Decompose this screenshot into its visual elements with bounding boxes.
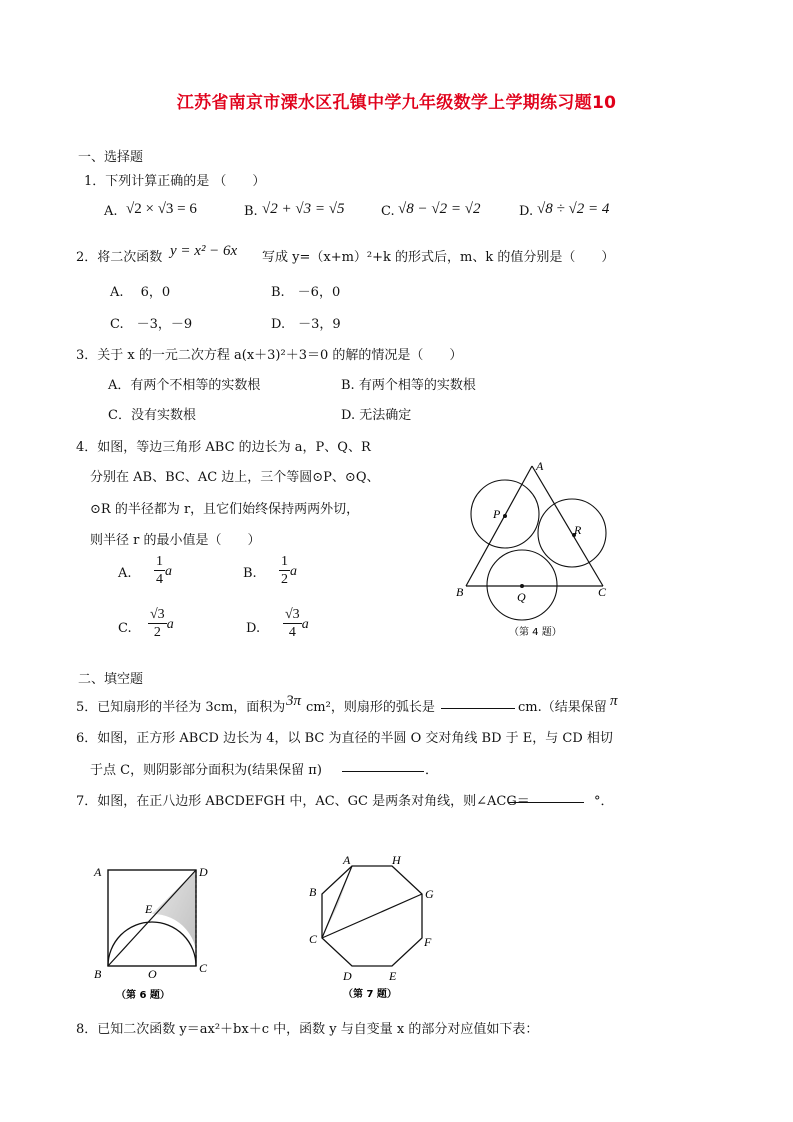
q3-option-c: C．没有实数根 <box>108 408 196 423</box>
label-c: C <box>199 961 208 975</box>
q7-answer-blank <box>508 790 584 803</box>
q1-option-a-label: A. <box>104 204 118 219</box>
label-a: A <box>343 853 351 867</box>
q3-option-a: A．有两个不相等的实数根 <box>108 378 261 393</box>
q1-option-d-label: D. <box>519 204 534 219</box>
label-q: Q <box>517 590 526 604</box>
q4-option-a-value: $\frac{1}{4}$ a <box>156 554 172 587</box>
q2-option-d: D. －3，9 <box>271 317 341 332</box>
label-o: O <box>148 967 157 981</box>
q2-stem-a: 2．将二次函数 <box>76 250 163 265</box>
q4-line-2: 分别在 AB、BC、AC 边上，三个等圆⊙P、⊙Q、 <box>90 470 380 485</box>
shaded-region <box>152 870 197 966</box>
q7-end: °． <box>594 794 614 809</box>
label-h: H <box>392 853 401 867</box>
label-b: B <box>94 967 102 981</box>
q5-area: 3π <box>286 693 302 709</box>
section-choice-heading: 一、选择题 <box>78 150 144 165</box>
label-g: G <box>425 887 434 901</box>
figure-q6 <box>88 858 218 1006</box>
q8-stem: 8．已知二次函数 y＝ax²＋bx＋c 中，函数 y 与自变量 x 的部分对应值如下表： <box>76 1022 539 1037</box>
label-c: C <box>598 585 607 599</box>
label-d: D <box>343 969 352 983</box>
q1-option-c-label: C. <box>381 204 395 219</box>
q1-option-c-expr: √8 − √2 = √2 <box>398 201 481 217</box>
label-a: A <box>536 459 544 473</box>
q1-option-b-expr: √2 + √3 = √5 <box>262 201 345 217</box>
q2-stem-b: 写成 y=（x+m）²+k 的形式后，m、k 的值分别是（ ） <box>262 250 615 265</box>
triangle-abc <box>466 466 603 586</box>
label-e: E <box>145 902 153 916</box>
figure-q4 <box>450 455 630 645</box>
q4-option-d-fraction: $\frac{√3}{4}$ <box>285 607 300 640</box>
label-b: B <box>456 585 464 599</box>
label-f: F <box>424 935 432 949</box>
q4-line-3: ⊙R 的半径都为 r，且它们始终保持两两外切， <box>90 502 360 517</box>
label-c: C <box>309 932 318 946</box>
q6-answer-blank <box>342 759 424 772</box>
q2-function: y = x² − 6x <box>170 243 238 259</box>
q1-option-a-expr <box>126 201 197 218</box>
q5-stem-c: cm.（结果保留 <box>518 700 607 715</box>
semicircle-o <box>108 922 196 966</box>
q4-option-c-label: C. <box>118 621 132 636</box>
q3-option-b: B. 有两个相等的实数根 <box>341 378 476 393</box>
q4-option-c-value: $\frac{√3}{2}$ a <box>150 607 174 640</box>
q2-option-c: C. －3，－9 <box>110 317 193 332</box>
q2-option-b: B. －6，0 <box>271 285 341 300</box>
q1-option-b-label: B. <box>244 204 258 219</box>
figure-q4-caption: （第 4 题） <box>509 627 562 638</box>
label-p: P <box>493 507 501 521</box>
q7-stem: 7．如图，在正八边形 ABCDEFGH 中，AC、GC 是两条对角线，则∠ACG＝ <box>76 794 530 809</box>
q4-option-c-fraction: $\frac{√3}{2}$ <box>150 607 165 640</box>
q5-stem-a: 5．已知扇形的半径为 3cm，面积为 <box>76 700 286 715</box>
q1-option-d-expr: √8 ÷ √2 = 4 <box>537 201 610 217</box>
q1-stem: 1．下列计算正确的是 （ ） <box>84 174 266 189</box>
q3-stem: 3．关于 x 的一元二次方程 a(x＋3)²＋3＝0 的解的情况是（ ） <box>76 348 463 363</box>
q4-option-b-label: B. <box>243 566 257 581</box>
point-q <box>520 584 524 588</box>
q4-option-a-label: A. <box>118 566 132 581</box>
figure-q7-caption: （第 7 题） <box>343 989 397 1000</box>
section-fill-heading: 二、填空题 <box>78 672 144 687</box>
figure-q6-caption: （第 6 题） <box>116 990 170 1001</box>
q4-option-b-fraction: $\frac{1}{2}$ <box>281 554 288 587</box>
q5-answer-blank <box>441 696 515 709</box>
q4-option-d-label: D. <box>246 621 261 636</box>
figure-q7 <box>300 850 440 1004</box>
q6-end: ． <box>425 763 439 778</box>
point-p <box>503 514 507 518</box>
label-r: R <box>574 523 582 537</box>
q3-option-d: D. 无法确定 <box>341 408 412 423</box>
q6-line-1: 6．如图，正方形 ABCD 边长为 4，以 BC 为直径的半圆 O 交对角线 BD 于 E，与 CD 相切 <box>76 731 613 746</box>
q4-option-a-fraction: $\frac{1}{4}$ <box>156 554 163 587</box>
label-a: A <box>94 865 102 879</box>
page-title: 江苏省南京市溧水区孔镇中学九年级数学上学期练习题10 <box>176 93 617 113</box>
label-b: B <box>309 885 317 899</box>
q1-option-a-text: √2 × √3 = 6 <box>126 201 197 217</box>
q5-stem-b: cm²，则扇形的弧长是 <box>306 700 435 715</box>
q2-option-a: A. 6，0 <box>110 285 171 300</box>
q4-line-4: 则半径 r 的最小值是（ ） <box>90 533 261 548</box>
q4-option-d-value: $\frac{√3}{4}$ a <box>285 607 309 640</box>
label-e: E <box>389 969 397 983</box>
q6-line-2: 于点 C，则阴影部分面积为(结果保留 π) <box>90 763 322 778</box>
label-d: D <box>199 865 208 879</box>
q4-line-1: 4．如图，等边三角形 ABC 的边长为 a，P、Q、R <box>76 440 371 455</box>
q5-pi: π <box>610 693 618 709</box>
q4-option-b-value: $\frac{1}{2}$ a <box>281 554 297 587</box>
